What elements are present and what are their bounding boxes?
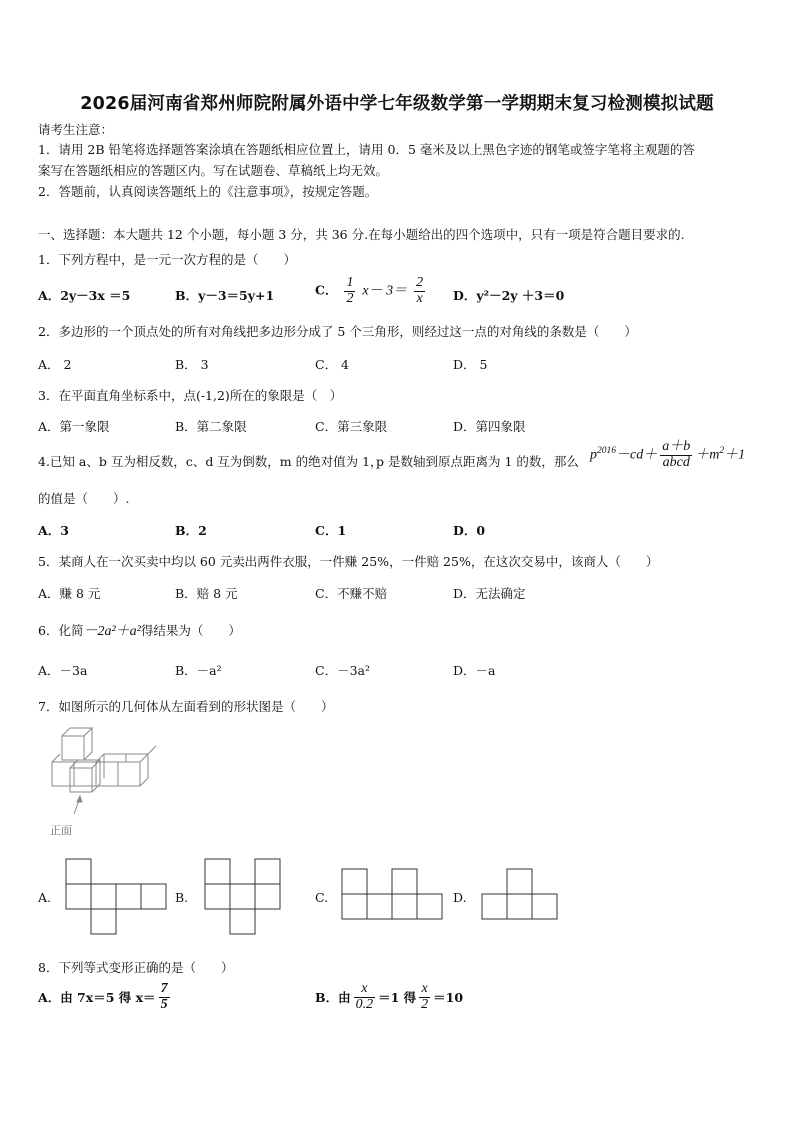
question-8-stem: 8．下列等式变形正确的是（ ）	[38, 960, 234, 975]
question-3-stem: 3．在平面直角坐标系中，点(-1,2)所在的象限是（ ）	[38, 388, 343, 403]
option-a-prefix: A．由 7x＝5 得 x＝	[38, 990, 156, 1006]
question-4-option-a[interactable]: A．3	[38, 523, 69, 538]
option-a-shape[interactable]	[64, 857, 170, 939]
fraction-two-over-x	[414, 276, 425, 306]
question-4-stem-line-2: 的值是（ ）.	[38, 491, 130, 506]
question-3-option-c[interactable]: C．第三象限	[315, 419, 388, 434]
fraction-numerator: 7	[160, 981, 168, 996]
question-1-option-c[interactable]	[315, 276, 428, 306]
fraction-denominator: 2	[346, 290, 354, 306]
option-b-prefix: B．由	[315, 990, 351, 1006]
fraction-numerator: 2	[416, 275, 424, 290]
fraction-numerator: 1	[346, 275, 354, 290]
question-4-option-c[interactable]: C．1	[315, 523, 347, 538]
question-4-stem-part-1: 4.已知 a、b 互为相反数，c、d 互为倒数，m 的绝对值为 1，	[38, 454, 383, 469]
question-5-option-d[interactable]: D．无法确定	[453, 586, 526, 601]
question-3-option-b[interactable]: B．第二象限	[175, 419, 247, 434]
question-5-stem: 5．某商人在一次买卖中均以 60 元卖出两件衣服，一件赚 25%，一件赔 25%，在这次交易中，该商人（ ）	[38, 554, 659, 569]
fraction-denominator: 2	[421, 996, 429, 1012]
option-b-middle: ＝1 得	[378, 990, 417, 1006]
option-b-shape[interactable]	[203, 857, 285, 941]
question-6-option-a[interactable]: A．－3a	[38, 663, 88, 678]
fraction-denominator: 0.2	[355, 996, 374, 1012]
fraction-seven-fifths	[159, 982, 170, 1012]
question-5-option-c[interactable]: C．不赚不赔	[315, 586, 388, 601]
expr-tail: ＋1	[724, 447, 746, 463]
stem-expression: －2a²＋a²	[83, 624, 141, 639]
question-6-option-d[interactable]: D．－a	[453, 663, 496, 678]
question-4-stem-part-2: p 是数轴到原点距离为 1 的数，那么	[376, 454, 579, 469]
question-3-option-d[interactable]: D．第四象限	[453, 419, 526, 434]
question-2-option-d[interactable]: D． 5	[453, 357, 488, 372]
section-heading-choice: 一、选择题：本大题共 12 个小题，每小题 3 分，共 36 分.在每小题给出的四个选项中，只有一项是符合题目要求的.	[38, 227, 685, 242]
question-5-option-b[interactable]: B．赔 8 元	[175, 586, 238, 601]
question-2-stem: 2．多边形的一个顶点处的所有对角线把多边形分成了 5 个三角形，则经过这一点的对角线的条数是（ ）	[38, 324, 637, 339]
question-2-option-b[interactable]: B． 3	[175, 357, 209, 372]
question-4-option-b[interactable]: B．2	[175, 523, 207, 538]
fraction-numerator: x	[419, 982, 430, 998]
fraction-numerator: x	[354, 982, 376, 998]
question-1-option-d[interactable]: D．y²－2y ＋3＝0	[453, 288, 565, 303]
question-4-expression	[590, 440, 745, 470]
option-d-shape[interactable]	[480, 867, 562, 925]
question-6-stem	[38, 620, 241, 640]
fraction-x-over-2	[419, 982, 430, 1012]
isometric-solid-figure	[44, 722, 164, 822]
question-7-option-a-label[interactable]: A.	[38, 890, 52, 905]
question-2-option-c[interactable]: C． 4	[315, 357, 349, 372]
question-8-option-b[interactable]	[315, 982, 463, 1012]
notice-heading: 请考生注意：	[38, 122, 114, 137]
question-7-option-d-label[interactable]: D.	[453, 890, 467, 905]
notice-item-1-line-1: 1．请用 2B 铅笔将选择题答案涂填在答题纸相应位置上，请用 0．5 毫米及以上黑色字迹的钢笔或签字笔将主观题的答	[38, 142, 695, 157]
question-2-option-a[interactable]: A． 2	[38, 357, 72, 372]
question-1-stem: 1．下列方程中，是一元一次方程的是（ ）	[38, 252, 296, 267]
expr-m-exponent: 2	[719, 445, 725, 456]
expr-exponent: 2016	[597, 445, 616, 456]
option-c-middle: x－ 3＝	[362, 283, 408, 299]
fraction-denominator: abcd	[662, 454, 690, 470]
fraction-denominator: x	[416, 290, 423, 306]
stem-prefix: 6．化简	[38, 623, 84, 638]
option-b-suffix: ＝10	[433, 990, 464, 1006]
question-6-option-c[interactable]: C．－3a²	[315, 663, 370, 678]
question-4-option-d[interactable]: D．0	[453, 523, 486, 538]
figure-caption-front: 正面	[50, 824, 72, 837]
stem-suffix: 得结果为（ ）	[140, 623, 241, 638]
notice-item-1-line-2: 案写在答题纸相应的答题区内。写在试题卷、草稿纸上均无效。	[38, 163, 389, 178]
question-6-option-b[interactable]: B．－a²	[175, 663, 222, 678]
fraction-denominator: 5	[160, 996, 168, 1012]
question-1-option-a[interactable]: A．2y－3x ＝5	[38, 288, 131, 303]
question-7-option-c-label[interactable]: C.	[315, 890, 329, 905]
page-title: 2026届河南省郑州师院附属外语中学七年级数学第一学期期末复习检测模拟试题	[80, 94, 714, 114]
question-3-option-a[interactable]: A．第一象限	[38, 419, 110, 434]
option-c-shape[interactable]	[340, 867, 446, 925]
question-7-option-b-label[interactable]: B.	[175, 890, 189, 905]
fraction-a-plus-b-over-abcd	[660, 440, 692, 470]
option-c-label: C．	[315, 282, 338, 298]
expr-m: ＋m	[695, 447, 720, 463]
question-1-option-b[interactable]: B．y－3＝5y+1	[175, 288, 275, 303]
expr-p: p	[590, 447, 597, 463]
question-5-option-a[interactable]: A．赚 8 元	[38, 586, 101, 601]
notice-item-2: 2．答题前，认真阅读答题纸上的《注意事项》，按规定答题。	[38, 184, 378, 199]
question-8-option-a[interactable]	[38, 982, 173, 1012]
fraction-x-over-0-2	[354, 982, 376, 1012]
fraction-numerator: a＋b	[662, 439, 691, 454]
question-7-stem: 7．如图所示的几何体从左面看到的形状图是（ ）	[38, 699, 334, 714]
fraction-half	[344, 276, 355, 306]
expr-cd: －cd＋	[616, 447, 658, 463]
